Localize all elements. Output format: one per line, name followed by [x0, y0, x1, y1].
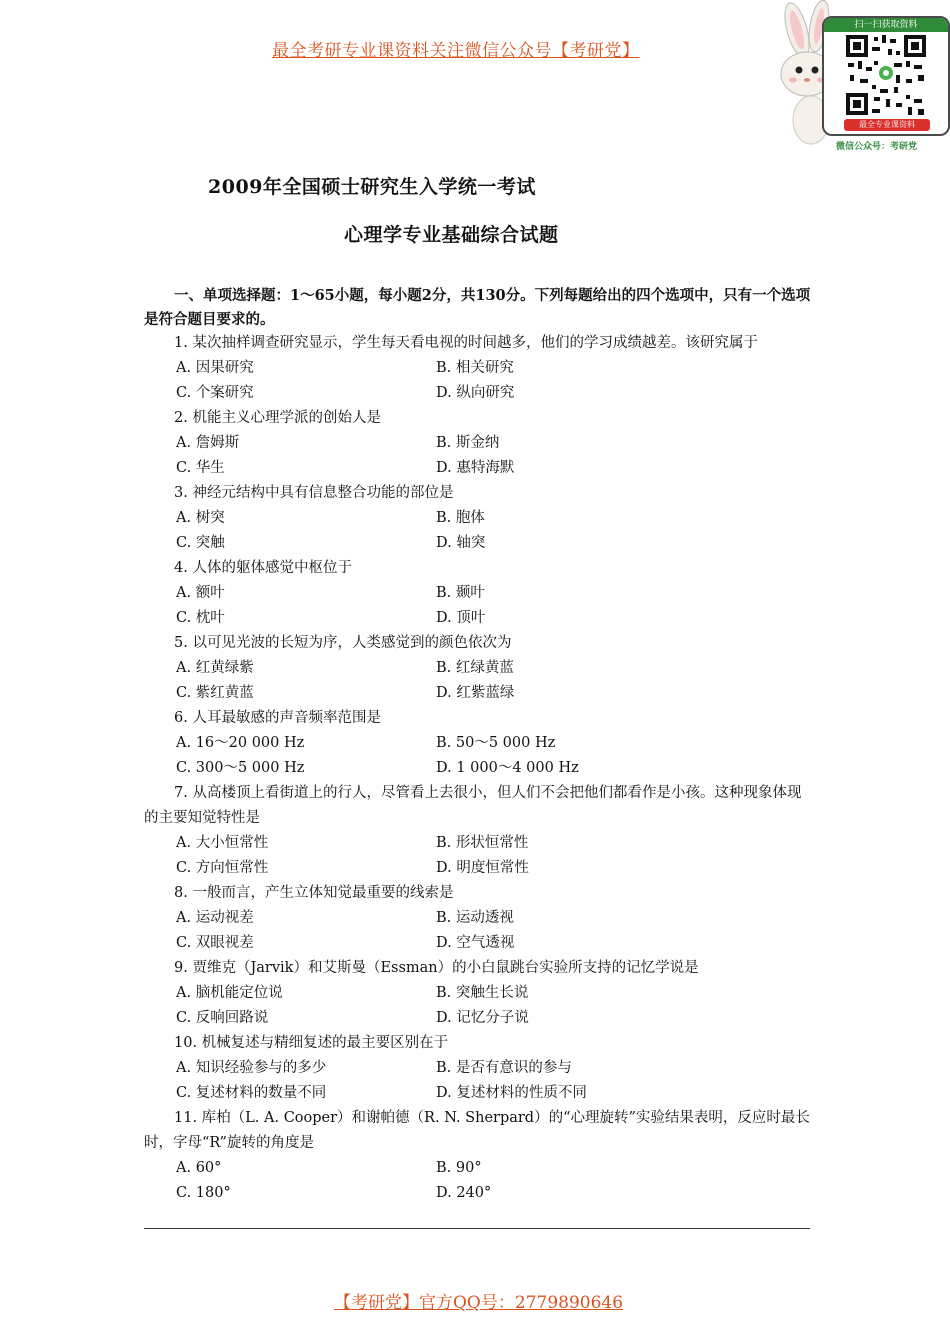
- option-c: C. 方向恒常性: [176, 860, 269, 876]
- exam-subtitle: 心理学专业基础综合试题: [344, 224, 559, 246]
- option-row: [144, 606, 812, 631]
- question-stem: 10. 机械复述与精细复述的最主要区别在于: [174, 1035, 449, 1051]
- option-row: [144, 931, 812, 956]
- question-stem: 2. 机能主义心理学派的创始人是: [174, 410, 381, 426]
- option-d: D. 复述材料的性质不同: [436, 1085, 587, 1101]
- question-item: [144, 956, 812, 1031]
- option-c: C. 紫红黄蓝: [176, 685, 254, 701]
- qr-bottom-label: 最全专业课资料: [844, 119, 930, 131]
- option-row: [144, 756, 812, 781]
- option-row: [144, 1056, 812, 1081]
- footer-contact: 【考研党】官方QQ号：2779890646: [334, 1293, 624, 1313]
- top-banner: 最全考研专业课资料关注微信公众号【考研党】: [272, 41, 640, 61]
- option-d: D. 记忆分子说: [436, 1010, 529, 1026]
- question-stem: 9. 贾维克（Jarvik）和艾斯曼（Essman）的小白鼠跳台实验所支持的记忆学说是: [174, 960, 699, 976]
- option-row: [144, 731, 812, 756]
- option-a: A. 额叶: [176, 585, 225, 601]
- option-row: [144, 681, 812, 706]
- option-row: [144, 356, 812, 381]
- question-item: [144, 631, 812, 706]
- option-a: A. 詹姆斯: [176, 435, 240, 451]
- option-b: B. 胞体: [436, 510, 485, 526]
- option-d: D. 明度恒常性: [436, 860, 529, 876]
- option-a: A. 红黄绿紫: [176, 660, 254, 676]
- option-a: A. 16～20 000 Hz: [176, 735, 305, 751]
- option-b: B. 是否有意识的参与: [436, 1060, 572, 1076]
- option-c: C. 个案研究: [176, 385, 254, 401]
- question-stem: 7. 从高楼顶上看街道上的行人，尽管看上去很小，但人们不会把他们都看作是小孩。这种现象体现的主要知觉特性是: [144, 785, 802, 826]
- option-row: [144, 656, 812, 681]
- option-row: [144, 981, 812, 1006]
- option-c: C. 反响回路说: [176, 1010, 269, 1026]
- option-b: B. 红绿黄蓝: [436, 660, 514, 676]
- question-stem: 1. 某次抽样调查研究显示，学生每天看电视的时间越多，他们的学习成绩越差。该研究属于: [174, 335, 758, 351]
- question-stem: 4. 人体的躯体感觉中枢位于: [174, 560, 352, 576]
- option-row: [144, 581, 812, 606]
- option-c: C. 华生: [176, 460, 225, 476]
- question-item: [144, 481, 812, 556]
- option-row: [144, 456, 812, 481]
- question-item: [144, 406, 812, 481]
- option-c: C. 突触: [176, 535, 225, 551]
- option-b: B. 形状恒常性: [436, 835, 529, 851]
- option-a: A. 60°: [176, 1160, 222, 1176]
- option-d: D. 纵向研究: [436, 385, 515, 401]
- footer-divider: [144, 1228, 810, 1229]
- option-a: A. 因果研究: [176, 360, 254, 376]
- question-stem: 5. 以可见光波的长短为序，人类感觉到的颜色依次为: [174, 635, 512, 651]
- option-b: B. 运动透视: [436, 910, 514, 926]
- option-row: [144, 381, 812, 406]
- option-a: A. 大小恒常性: [176, 835, 269, 851]
- option-d: D. 顶叶: [436, 610, 486, 626]
- option-c: C. 双眼视差: [176, 935, 254, 951]
- qr-top-label: 扫一扫获取资料: [824, 18, 948, 32]
- question-item: [144, 781, 812, 881]
- option-a: A. 知识经验参与的多少: [176, 1060, 327, 1076]
- option-row: [144, 1181, 812, 1206]
- question-stem: 6. 人耳最敏感的声音频率范围是: [174, 710, 381, 726]
- exam-title: 2009年全国硕士研究生入学统一考试: [208, 176, 536, 198]
- option-d: D. 空气透视: [436, 935, 515, 951]
- option-c: C. 180°: [176, 1185, 231, 1201]
- option-b: B. 颞叶: [436, 585, 485, 601]
- question-item: [144, 881, 812, 956]
- option-row: [144, 506, 812, 531]
- question-item: [144, 331, 812, 406]
- option-c: C. 复述材料的数量不同: [176, 1085, 327, 1101]
- question-item: [144, 706, 812, 781]
- question-stem: 8. 一般而言，产生立体知觉最重要的线索是: [174, 885, 454, 901]
- question-stem: 3. 神经元结构中具有信息整合功能的部位是: [174, 485, 454, 501]
- option-a: A. 运动视差: [176, 910, 254, 926]
- option-d: D. 红紫蓝绿: [436, 685, 515, 701]
- section-heading: 一、单项选择题：1～65小题，每小题2分，共130分。下列每题给出的四个选项中，只有一个选项是符合题目要求的。: [144, 287, 811, 328]
- question-item: [144, 556, 812, 631]
- option-a: A. 树突: [176, 510, 225, 526]
- option-row: [144, 1081, 812, 1106]
- option-d: D. 240°: [436, 1185, 492, 1201]
- qr-code-panel: [822, 16, 950, 136]
- option-c: C. 枕叶: [176, 610, 225, 626]
- option-row: [144, 1006, 812, 1031]
- option-row: [144, 906, 812, 931]
- option-b: B. 突触生长说: [436, 985, 529, 1001]
- option-c: C. 300～5 000 Hz: [176, 760, 305, 776]
- option-row: [144, 531, 812, 556]
- question-stem: 11. 库柏（L. A. Cooper）和谢帕德（R. N. Sherpard）的“心理旋转”实验结果表明，反应时最长时，字母“R”旋转的角度是: [144, 1110, 810, 1151]
- wechat-caption: 微信公众号：考研党: [836, 142, 918, 152]
- option-d: D. 惠特海默: [436, 460, 515, 476]
- option-d: D. 1 000～4 000 Hz: [436, 760, 579, 776]
- option-b: B. 50～5 000 Hz: [436, 735, 556, 751]
- qr-code-icon: [844, 33, 928, 117]
- question-list: [144, 331, 812, 1206]
- option-d: D. 轴突: [436, 535, 486, 551]
- option-b: B. 90°: [436, 1160, 482, 1176]
- question-item: [144, 1031, 812, 1106]
- option-row: [144, 831, 812, 856]
- option-row: [144, 856, 812, 881]
- option-b: B. 斯金纳: [436, 435, 500, 451]
- option-a: A. 脑机能定位说: [176, 985, 283, 1001]
- option-row: [144, 1156, 812, 1181]
- option-row: [144, 431, 812, 456]
- question-item: [144, 1106, 812, 1206]
- option-b: B. 相关研究: [436, 360, 514, 376]
